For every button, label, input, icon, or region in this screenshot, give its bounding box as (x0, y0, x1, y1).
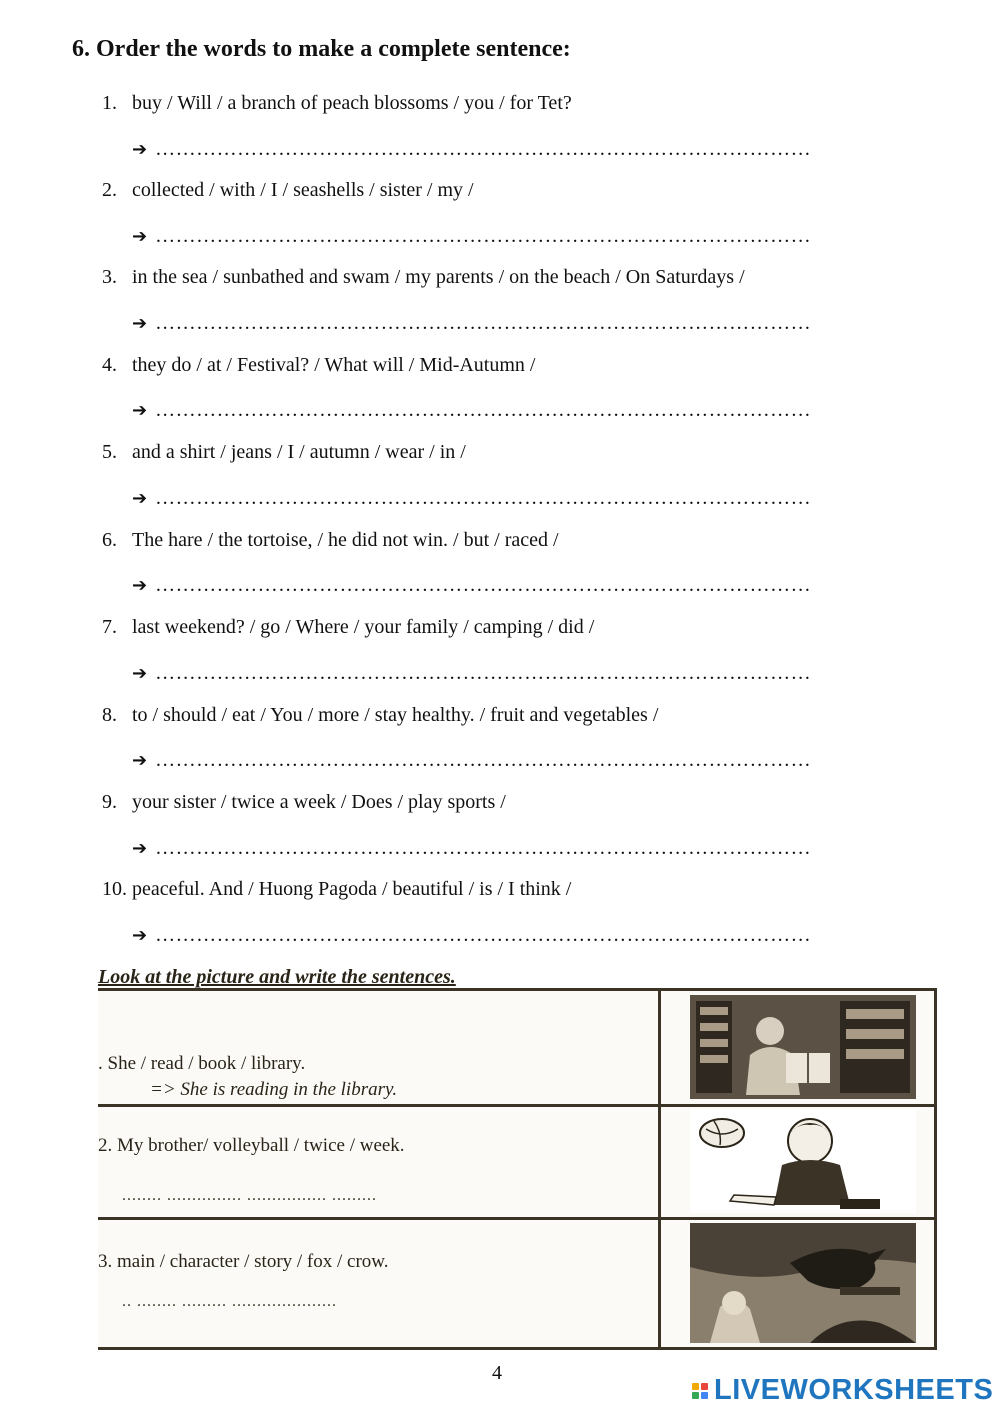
item-words: The hare / the tortoise, / he did not win. / but / raced / (132, 529, 559, 551)
brand-name: LIVEWORKSHEETS (714, 1374, 994, 1406)
picture-answer-dots[interactable]: .. ........ ......... ..................... (122, 1293, 337, 1310)
answer-dots: …………………………………………………………………………………… (155, 399, 812, 421)
picture-example-answer: => She is reading in the library. (150, 1079, 398, 1100)
arrow-icon: ➔ (132, 925, 148, 946)
item-number: 3. (102, 266, 117, 288)
item-words: they do / at / Festival? / What will / Mid-Autumn / (132, 354, 536, 376)
exercise-item (102, 704, 658, 727)
item-number: 4. (102, 354, 117, 376)
exercise-item (102, 529, 559, 552)
exercise-title: 6. Order the words to make a complete sentence: (72, 36, 571, 62)
answer-dots: …………………………………………………………………………………… (155, 312, 812, 334)
exercise-item (102, 179, 474, 202)
arrow-icon: ➔ (132, 575, 148, 596)
item-words: in the sea / sunbathed and swam / my parents / on the beach / On Saturdays / (132, 266, 745, 288)
picture-prompt: 2. My brother/ volleyball / twice / week. (98, 1135, 405, 1156)
item-words: your sister / twice a week / Does / play sports / (132, 791, 506, 813)
answer-dots: …………………………………………………………………………………… (155, 837, 812, 859)
item-words: and a shirt / jeans / I / autumn / wear / in / (132, 441, 466, 463)
answer-dots: …………………………………………………………………………………… (155, 138, 812, 160)
answer-dots: …………………………………………………………………………………… (155, 225, 812, 247)
arrow-icon: ➔ (132, 226, 148, 247)
answer-line[interactable] (132, 487, 922, 510)
picture-prompt: . She / read / book / library. (98, 1053, 306, 1074)
volleyball-picture (690, 1109, 916, 1213)
exercise-item (102, 266, 745, 289)
item-number: 5. (102, 441, 117, 463)
exercise-item (102, 92, 572, 115)
arrow-icon: ➔ (132, 400, 148, 421)
library-picture (690, 995, 916, 1099)
item-words: to / should / eat / You / more / stay healthy. / fruit and vegetables / (132, 704, 659, 726)
arrow-icon: ➔ (132, 663, 148, 684)
arrow-icon: ➔ (132, 838, 148, 859)
item-words: buy / Will / a branch of peach blossoms / you / for Tet? (132, 92, 572, 114)
exercise-item (102, 791, 506, 814)
row-divider (98, 1217, 934, 1220)
item-words: collected / with / I / seashells / sister / my / (132, 179, 474, 201)
answer-dots: …………………………………………………………………………………… (155, 662, 812, 684)
item-number: 7. (102, 616, 117, 638)
exercise-item (102, 354, 535, 377)
answer-dots: …………………………………………………………………………………… (155, 924, 812, 946)
answer-dots: …………………………………………………………………………………… (155, 574, 812, 596)
arrow-icon: ➔ (132, 750, 148, 771)
answer-line[interactable] (132, 225, 922, 248)
answer-line[interactable] (132, 138, 922, 161)
picture-section-title: Look at the picture and write the sentences. (98, 966, 456, 988)
answer-line[interactable] (132, 837, 922, 860)
arrow-icon: ➔ (132, 313, 148, 334)
answer-line[interactable] (132, 399, 922, 422)
item-words: peaceful. And / Huong Pagoda / beautiful / is / I think / (132, 878, 572, 900)
answer-dots: …………………………………………………………………………………… (155, 749, 812, 771)
answer-line[interactable] (132, 749, 922, 772)
answer-line[interactable] (132, 574, 922, 597)
answer-line[interactable] (132, 312, 922, 335)
answer-line[interactable] (132, 662, 922, 685)
item-number: 6. (102, 529, 117, 551)
column-divider (658, 991, 661, 1347)
item-number: 9. (102, 791, 117, 813)
item-number: 2. (102, 179, 117, 201)
arrow-icon: ➔ (132, 139, 148, 160)
brand-grid-icon (692, 1383, 708, 1399)
item-words: last weekend? / go / Where / your family / camping / did / (132, 616, 595, 638)
exercise-item (102, 616, 594, 639)
exercise-item (102, 441, 466, 464)
fox-crow-picture (690, 1223, 916, 1343)
item-number: 8. (102, 704, 117, 726)
page-number: 4 (492, 1362, 502, 1384)
item-number: 10. (102, 878, 127, 900)
exercise-item (102, 878, 571, 901)
liveworksheets-logo[interactable] (692, 1374, 993, 1407)
picture-prompt: 3. main / character / story / fox / crow. (98, 1251, 389, 1272)
item-number: 1. (102, 92, 117, 114)
picture-answer-dots[interactable]: ........ ............... ................ ......... (122, 1187, 377, 1204)
picture-table (98, 988, 937, 1350)
row-divider (98, 1104, 934, 1107)
arrow-icon: ➔ (132, 488, 148, 509)
answer-dots: …………………………………………………………………………………… (155, 487, 812, 509)
answer-line[interactable] (132, 924, 922, 947)
